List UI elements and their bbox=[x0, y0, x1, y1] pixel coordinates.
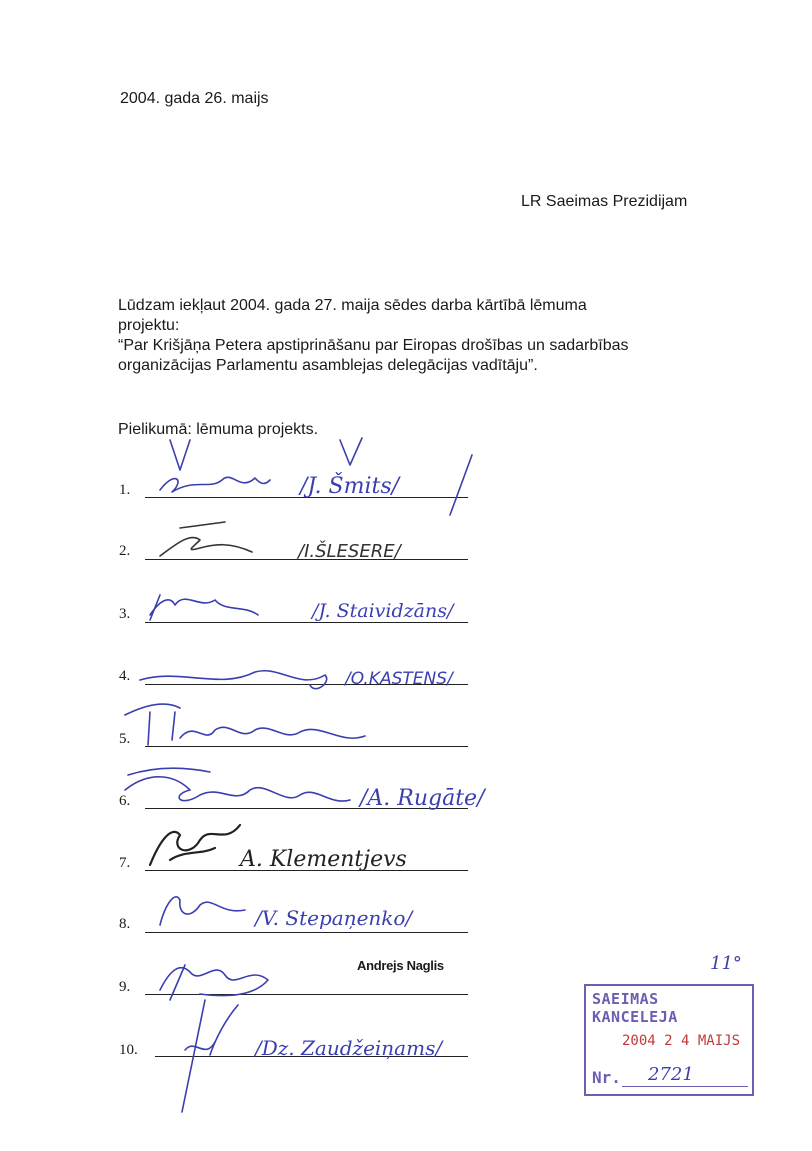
signature-number: 2. bbox=[119, 543, 131, 559]
signature-8-scribble bbox=[160, 897, 245, 925]
signature-number: 4. bbox=[119, 668, 131, 684]
body-line: projektu: bbox=[118, 317, 180, 334]
attachment-note: Pielikumā: lēmuma projekts. bbox=[118, 421, 319, 438]
signature-8-name: /V. Stepaņenko/ bbox=[255, 906, 413, 930]
signature-number: 9. bbox=[119, 979, 131, 995]
signature-number: 10. bbox=[119, 1042, 138, 1058]
registry-stamp bbox=[584, 984, 754, 1096]
signature-6-scribble bbox=[125, 768, 350, 801]
stamp-nr-label: Nr. bbox=[592, 1068, 621, 1087]
signature-7-name: A. Klementjevs bbox=[240, 847, 407, 872]
signature-4-scribble bbox=[140, 671, 327, 689]
signature-line bbox=[145, 994, 468, 995]
signature-line bbox=[145, 870, 468, 871]
signature-10-name: /Dz. Zaudžeiņams/ bbox=[255, 1036, 443, 1060]
typed-name-naglis: Andrejs Naglis bbox=[357, 958, 444, 973]
body-line: “Par Krišjāņa Petera apstiprināšanu par Eiropas drošības un sadarbības bbox=[118, 337, 629, 354]
handwritten-note: 11° bbox=[710, 953, 742, 974]
signature-7-scribble bbox=[150, 825, 240, 865]
signature-number: 7. bbox=[119, 855, 131, 871]
signature-2-scribble bbox=[160, 522, 252, 556]
stamp-date: 2004 2 4 MAIJS bbox=[622, 1033, 741, 1049]
signature-line bbox=[145, 497, 468, 498]
stamp-nr-value: 2721 bbox=[648, 1064, 694, 1085]
signature-5-scribble bbox=[125, 704, 365, 745]
signature-line bbox=[145, 932, 468, 933]
document-date: 2004. gada 26. maijs bbox=[120, 90, 269, 107]
signature-1-scribble bbox=[160, 438, 472, 515]
signature-number: 1. bbox=[119, 482, 131, 498]
signature-line bbox=[145, 808, 468, 809]
stamp-title: SAEIMAS KANCELEJA bbox=[592, 990, 678, 1026]
signature-number: 6. bbox=[119, 793, 131, 809]
signature-3-scribble bbox=[150, 595, 258, 620]
body-line: Lūdzam iekļaut 2004. gada 27. maija sēdes darba kārtībā lēmuma bbox=[118, 297, 587, 314]
signature-1-name: /J. Šmits/ bbox=[300, 474, 400, 499]
signature-number: 5. bbox=[119, 731, 131, 747]
body-line: organizācijas Parlamentu asamblejas delegācijas vadītāju”. bbox=[118, 357, 538, 374]
signature-line bbox=[145, 622, 468, 623]
signature-line bbox=[145, 559, 468, 560]
signature-2-name: /I.ŠLESERE/ bbox=[298, 541, 401, 562]
signature-line bbox=[145, 684, 468, 685]
signature-4-name: /O.KASTENS/ bbox=[345, 669, 453, 689]
signature-line bbox=[145, 746, 468, 747]
addressee: LR Saeimas Prezidijam bbox=[521, 193, 688, 210]
signature-3-name: /J. Staividzāns/ bbox=[312, 600, 454, 622]
signature-6-name: /A. Rugāte/ bbox=[360, 786, 485, 811]
stamp-nr-line bbox=[622, 1086, 748, 1087]
signature-number: 8. bbox=[119, 916, 131, 932]
signature-line bbox=[155, 1056, 468, 1057]
request-body bbox=[118, 296, 629, 376]
signature-number: 3. bbox=[119, 606, 131, 622]
